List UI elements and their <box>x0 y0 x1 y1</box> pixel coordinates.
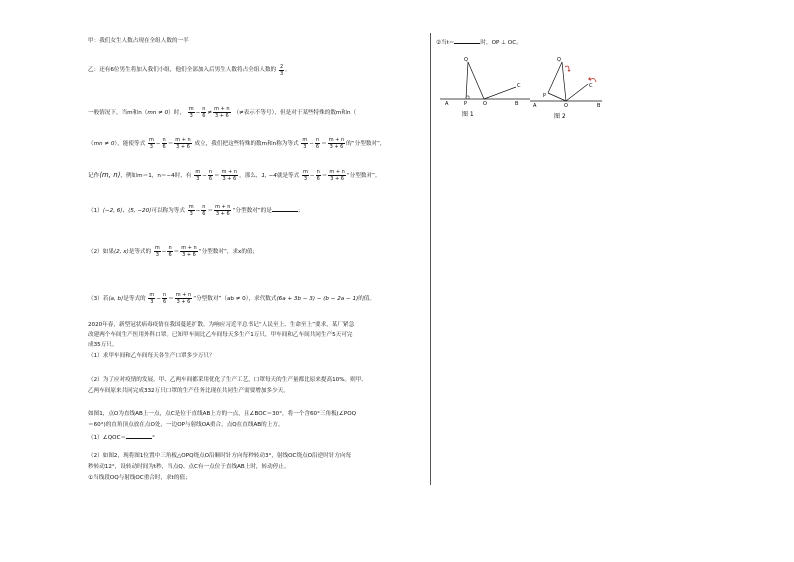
question3: （3）若⟨a, b⟩是等式的 $\frac{m}{3}$ − $\frac{n}{6}$ ＝ $\frac{m + n}{3 + 6}$ “分型数对”（ab ≠ 0），求代数式(6a + 3b − 3) − (b − 2a − 1)的值。 <box>88 292 375 305</box>
column-divider <box>430 33 431 485</box>
frac-num: m <box>303 169 308 175</box>
q1-answer-blank[interactable] <box>272 206 298 212</box>
section2-line3: 成35万只。 <box>88 342 118 348</box>
s3-q1-degree: ° <box>152 435 155 441</box>
p1b-end: 的“分型数对”， <box>346 141 386 147</box>
label-a: A <box>445 101 449 107</box>
q3-label: （3）若 <box>88 296 109 302</box>
segment-qo <box>468 62 484 99</box>
frac-num: m + n <box>175 137 191 143</box>
fraction-sum <box>175 292 192 305</box>
label-q: Q <box>557 57 561 63</box>
frac-num: m + n <box>181 245 197 251</box>
label-o: O <box>564 103 568 109</box>
frac-den: 6 <box>202 113 206 119</box>
label-b: B <box>515 101 519 107</box>
frac-num: n <box>162 137 166 143</box>
jia-text: 甲：我们女生人数占现在全组人数的一半 <box>88 38 189 44</box>
figure-2 <box>528 50 604 122</box>
fraction-sum <box>328 137 345 150</box>
frac-den: 6 <box>162 144 166 150</box>
fraction-m3 <box>194 169 201 182</box>
fraction-sum <box>180 245 197 258</box>
frac-num: m <box>148 137 154 143</box>
para1-line3: 记作⟨m, n⟩，例如m＝1，n＝−4时，有 $\frac{m}{3}$ − $\frac{n}{6}$ ＝ $\frac{m + n}{3 + 6}$ ，那么，1, −4就是等式 $\frac{m}{3}$ − $\frac{n}{6}$ ＝ $\frac{m + n}{3 + 6}$ “分型数对”。 <box>88 169 381 182</box>
right-question <box>436 38 522 47</box>
p1b-mid: 成立，我们把这些特殊的数m和n称为等式 <box>194 141 299 147</box>
section3-q2-line1: （2）如图2，现将图1位置中三角板△OPQ绕点O沿顺时针方向每秒转动3°，射线OC绕点O沿逆时针方向每 <box>88 453 352 459</box>
question2: （2）如果⟨2, x⟩是等式的 $\frac{m}{3}$ − $\frac{n}{6}$ ＝ $\frac{m + n}{3 + 6}$ “分型数对”，求x的值； <box>88 245 259 258</box>
section2-q2-line2: 乙两车间原来共同完成332万只口罩的生产任务比现在共同生产需要增加多少天。 <box>88 388 289 394</box>
figure-1-caption: 图 1 <box>462 111 474 118</box>
frac-den: 3 + 6 <box>176 299 191 305</box>
q1-pairs: ⟨−2, 6⟩、⟨5, −20⟩ <box>102 208 152 214</box>
frac-den: 3 <box>303 176 308 182</box>
p1c-mid: ，例如m＝1，n＝−4时，有 <box>120 173 192 179</box>
frac-num: m <box>149 292 155 298</box>
pair-1-4: 1, −4 <box>261 173 277 179</box>
fraction-n6 <box>208 169 213 182</box>
p1c-end: “分型数对”。 <box>346 173 381 179</box>
rotation-arrow-c <box>590 78 596 82</box>
frac-den: 3 + 6 <box>214 113 229 119</box>
frac-num: n <box>316 169 320 175</box>
q2-pair: ⟨2, x⟩ <box>113 249 129 255</box>
q3-end: 的值。 <box>358 296 375 302</box>
frac-den: 3 <box>189 113 193 119</box>
line-yi <box>88 64 291 77</box>
s3-q1-answer-blank[interactable] <box>126 433 152 439</box>
frac-num: n <box>202 106 206 112</box>
fraction-n6 <box>316 169 321 182</box>
frac-num: m + n <box>329 169 345 175</box>
frac-den: 3 + 6 <box>222 176 237 182</box>
frac-den: 3 <box>189 211 193 217</box>
q1-mid: 可以称为等式 <box>151 208 185 214</box>
frac-den: 6 <box>168 252 172 258</box>
fraction-n6 <box>201 106 206 119</box>
label-a: A <box>533 103 537 109</box>
frac-num: n <box>202 204 206 210</box>
q2-end: “分型数对”，求x的值； <box>198 249 259 255</box>
label-c: C <box>589 83 593 89</box>
fraction-m3 <box>154 245 161 258</box>
fraction-sum <box>174 137 191 150</box>
label-c: C <box>517 83 521 89</box>
p1b-cond: mn ≠ 0 <box>93 141 115 147</box>
fraction-sum <box>221 169 238 182</box>
frac-den: 3 + 6 <box>330 176 344 182</box>
frac-num: m + n <box>175 292 192 298</box>
yi-frac-den: 3 <box>279 71 284 77</box>
p1c-text: 记作 <box>88 173 100 179</box>
question1: （1）⟨−2, 6⟩、⟨5, −20⟩可以称为等式 $\frac{m}{3}$ − $\frac{n}{6}$ ＝ $\frac{m + n}{3 + 6}$ “分型数对”的是 ； <box>88 204 304 217</box>
section2-line2: 改建两个车间生产医用外科口罩。已知甲车间比乙车间每天多生产1万只，甲车间和乙车间共同生产5天可完 <box>88 332 353 338</box>
frac-den: 3 + 6 <box>176 144 190 150</box>
frac-num: m <box>188 204 194 210</box>
frac-den: 3 + 6 <box>182 252 196 258</box>
fraction-sum <box>214 204 231 217</box>
arrowhead-q <box>568 70 571 72</box>
fraction-m3 <box>302 169 309 182</box>
section3-line2: ＝60°)的直角顶点放在点O处，一边OP与射线OA重合，点Q在直线AB的上方。 <box>88 422 284 428</box>
fraction-n6 <box>162 137 167 150</box>
frac-den: 6 <box>162 299 167 305</box>
p1c-mid3: 就是等式 <box>276 173 300 179</box>
label-b: B <box>597 103 601 109</box>
figure-1 <box>436 50 532 120</box>
frac-num: m <box>195 169 201 175</box>
label-q: Q <box>464 57 468 63</box>
q3-pair: ⟨a, b⟩ <box>108 296 124 302</box>
frac-num: m + n <box>328 137 345 143</box>
frac-num: m + n <box>214 106 230 112</box>
ray-oc <box>484 87 516 99</box>
frac-den: 6 <box>316 176 320 182</box>
frac-num: m <box>188 106 194 112</box>
section3-line1: 如图1，点O为直线AB上一点，点C是位于直线AB上方的一点，且∠BOC＝30°，将一个含60°三角板(∠POQ <box>88 411 357 417</box>
q1-end2: ； <box>297 208 304 214</box>
yi-fraction <box>279 64 284 77</box>
section2-line1: 2020年春，新型冠状病毒疫情在我国蔓延扩散。为响应习近平总书记“人民至上、生命至上”要求，某厂紧急 <box>88 322 355 328</box>
frac-den: 3 <box>155 252 159 258</box>
frac-num: m <box>154 245 160 251</box>
rq-text-b: 时，OP ⊥ OC。 <box>480 40 522 46</box>
fraction-n6 <box>315 137 320 150</box>
q1-end: “分型数对”的是 <box>232 208 272 214</box>
p1c-mid2: ，那么， <box>239 173 262 179</box>
fraction-n6 <box>167 245 172 258</box>
q3-expression: (6a + 3b − 3) − (b − 2a − 1) <box>276 296 359 302</box>
p1a-cond: mn ≠ 0 <box>147 110 169 116</box>
fraction-m3 <box>188 106 195 119</box>
frac-den: 3 <box>149 144 153 150</box>
rq-text-a: ②当t＝ <box>436 40 455 46</box>
ray-oc <box>566 84 588 101</box>
yi-end: 。 <box>285 67 291 73</box>
segment-qp <box>466 62 468 99</box>
para1-line2: （mn ≠ 0），能使等式 $\frac{m}{3}$ − $\frac{n}{6}$ ＝ $\frac{m + n}{3 + 6}$ 成立，我们把这些特殊的数m和n称为等式 $\frac{m}{3}$ − $\frac{n}{6}$ ＝ $\frac{m + n}{3 + 6}$ 的“分型数对”， <box>88 137 386 150</box>
frac-num: n <box>315 137 320 143</box>
q3-cond: “分型数对”（ab ≠ 0），求代数式 <box>193 296 277 302</box>
fraction-m3 <box>301 137 308 150</box>
section3-q1 <box>88 433 155 442</box>
frac-num: n <box>168 245 172 251</box>
q2-label: （2）如果 <box>88 249 114 255</box>
yi-frac-num: 2 <box>279 64 284 70</box>
frac-num: m <box>302 137 308 143</box>
q3-mid: 是等式的 <box>123 296 146 302</box>
fraction-m3 <box>148 137 155 150</box>
label-p: P <box>464 101 468 107</box>
para1-line1: 一般情况下，当m和n（mn ≠ 0）时， $\frac{m}{3}$ − $\frac{n}{6}$ ≠ $\frac{m + n}{3 + 6}$ （≠表示不等号），但是对于某些特殊的数m和n（ <box>88 106 357 119</box>
fraction-n6 <box>162 292 167 305</box>
fraction-sum <box>213 106 230 119</box>
fraction-sum <box>328 169 345 182</box>
section3-q2-line2: 秒转动12°，设转动时间为t秒，当点Q、点C有一点位于直线AB上时，转动停止。 <box>88 464 290 470</box>
fraction-n6 <box>201 204 206 217</box>
section2-q2-line1: （2）为了应对疫情的发展，甲、乙两车间都采用优化了生产工艺，口罩每天的生产量都比原来提高10%。则甲、 <box>88 377 367 383</box>
q2-mid: 是等式的 <box>128 249 152 255</box>
label-o: O <box>483 101 487 107</box>
frac-den: 3 + 6 <box>329 144 344 150</box>
label-p: P <box>543 93 547 99</box>
segment-oq <box>562 62 566 101</box>
p1b-text: ），能使等式 <box>114 141 146 147</box>
segment-po <box>548 93 566 101</box>
frac-num: m + n <box>221 169 238 175</box>
section3-q2-line3: ①当线段OQ与射线OC重合时，求t的值； <box>88 475 191 481</box>
rq-answer-blank[interactable] <box>454 38 480 44</box>
frac-den: 6 <box>202 211 206 217</box>
frac-den: 3 <box>150 299 154 305</box>
line-jia <box>88 38 189 45</box>
fraction-m3 <box>148 292 155 305</box>
paren-open: （ <box>88 141 94 147</box>
section2-q1: （1）求甲车间和乙车间每天各生产口罩多少万只？ <box>88 353 215 359</box>
frac-den: 6 <box>315 144 320 150</box>
frac-num: n <box>208 169 213 175</box>
rotation-arrow-q <box>565 66 569 70</box>
fraction-m3 <box>188 204 195 217</box>
frac-num: n <box>162 292 167 298</box>
pair-mn: ⟨m, n⟩ <box>99 171 121 179</box>
frac-den: 6 <box>208 176 213 182</box>
p1a-mid: ）时， <box>168 110 185 116</box>
s3-q1-text: （1）∠QOC＝ <box>88 435 127 441</box>
yi-text: 乙：还有6位男生将加入我们小组，他们全部加入后男生人数将占全组人数的 <box>88 67 277 73</box>
q1-label: （1） <box>88 208 103 214</box>
p1a-end: （≠表示不等号），但是对于某些特殊的数m和n（ <box>233 110 357 116</box>
frac-den: 3 <box>303 144 307 150</box>
frac-num: m + n <box>215 204 231 210</box>
frac-den: 3 + 6 <box>215 211 230 217</box>
segment-qp <box>548 62 562 93</box>
p1a-text: 一般情况下，当m和n（ <box>88 110 148 116</box>
figure-2-caption: 图 2 <box>554 113 566 120</box>
frac-den: 3 <box>196 176 200 182</box>
